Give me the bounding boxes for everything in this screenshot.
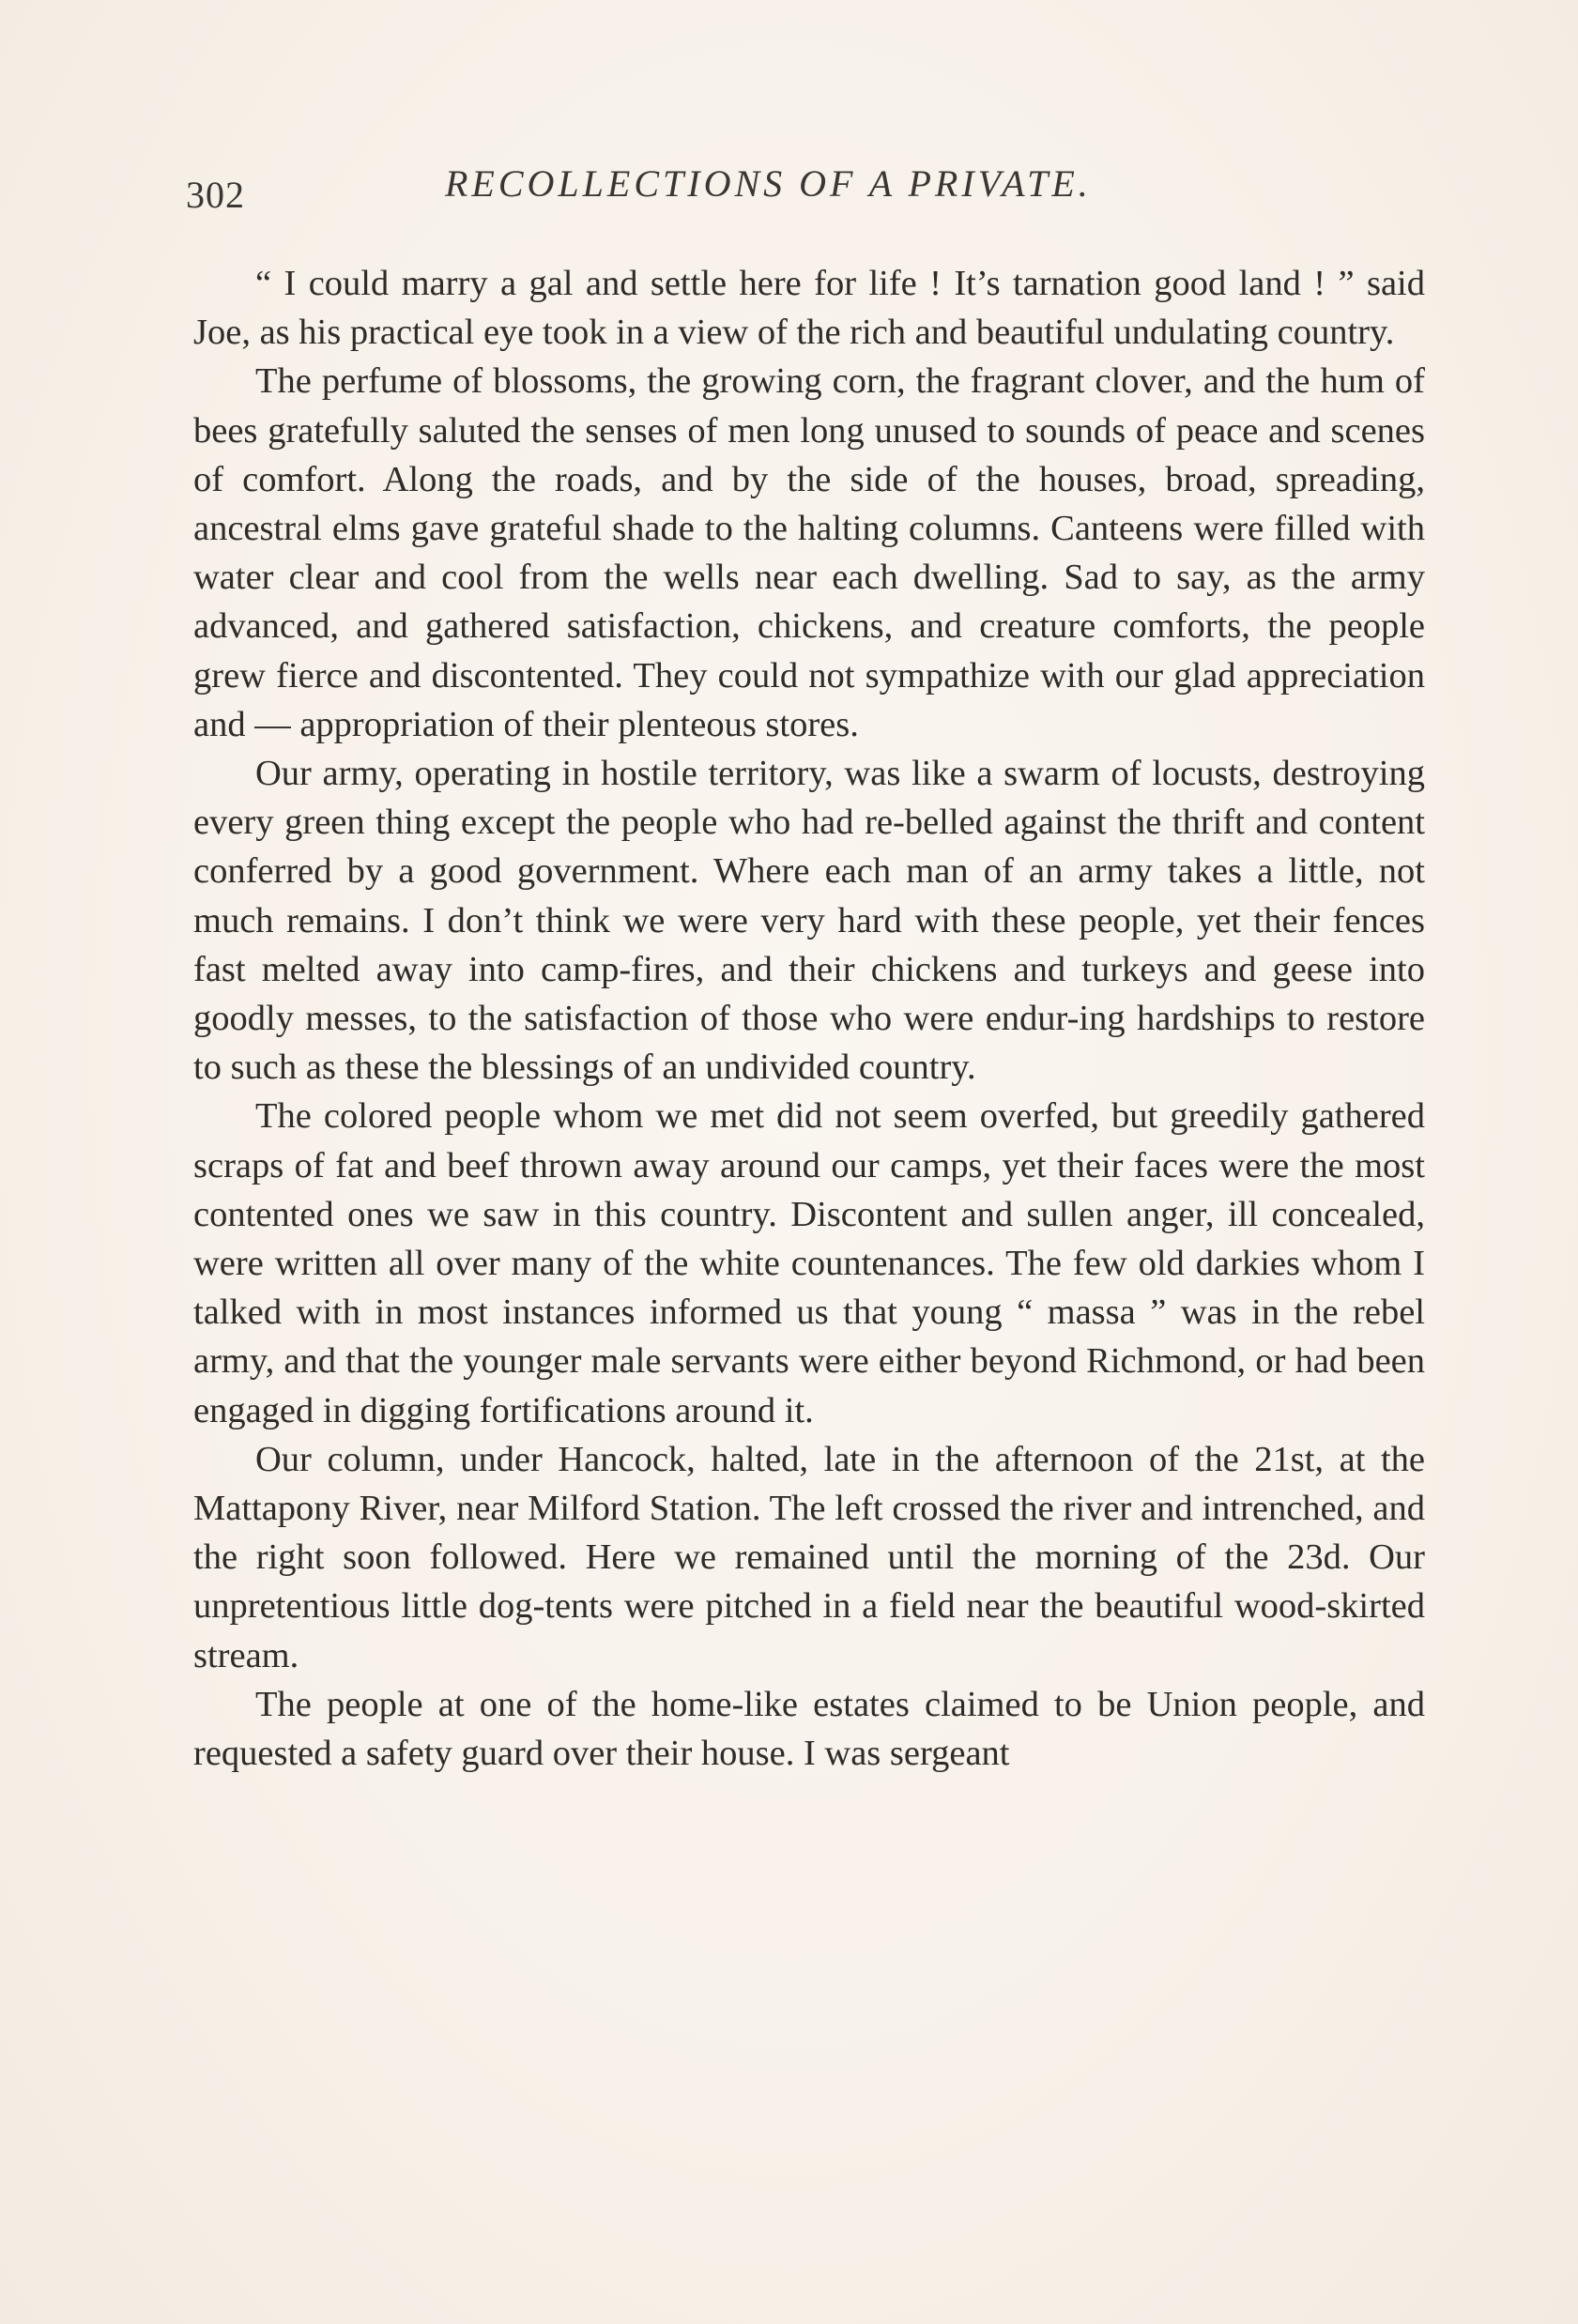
paragraph-safety-guard: The people at one of the home-like estates claimed to be Union people, and requested a safety guard over their house. I was sergeant <box>193 1684 1425 1774</box>
paragraph-joe-quote: “ I could marry a gal and settle here for life ! It’s tarnation good land ! ” said Joe, as his practical eye took in a view of the rich and beautiful undulating country. <box>193 264 1425 353</box>
running-head <box>186 161 1434 227</box>
page-number: 302 <box>186 174 245 216</box>
paragraph-colored-people: The colored people whom we met did not seem overfed, but greedily gathered scraps of fat and beef thrown away around our camps, yet their faces were the most contented ones we saw in this country. Discontent and sullen anger, ill concealed, were written all over many of the white countenances. The few old darkies whom I talked with in most instances informed us that young “ massa ” was in the rebel army, and that the younger male servants were either beyond Richmond, or had been engaged in digging fortifications around it. <box>193 1096 1425 1430</box>
paragraph-mattapony-river: Our column, under Hancock, halted, late in the afternoon of the 21st, at the Mattapony River, near Milford Station. The left crossed the river and intrenched, and the right soon followed. Here we remained until the morning of the 23d. Our unpretentious little dog-tents were pitched in a field near the beautiful wood-skirted stream. <box>193 1439 1425 1675</box>
paragraph-perfume-of-blossoms: The perfume of blossoms, the growing corn, the fragrant clover, and the hum of bees gratefully saluted the senses of men long unused to sounds of peace and scenes of comfort. Along the roads, and by the side of the houses, broad, spreading, ancestral elms gave grateful shade to the halting columns. Canteens were filled with water clear and cool from the wells near each dwelling. Sad to say, as the army advanced, and gathered satisfaction, chickens, and creature comforts, the people grew fierce and discontented. They could not sympathize with our glad appreciation and — appropriation of their plenteous stores. <box>193 361 1425 744</box>
running-title: RECOLLECTIONS OF A PRIVATE. <box>445 162 1092 205</box>
body-text <box>193 259 1425 1778</box>
paragraph-army-like-locusts: Our army, operating in hostile territory, was like a swarm of locusts, destroying every green thing except the people who had re-belled against the thrift and content conferred by a good government. Where each man of an army takes a little, not much remains. I don’t think we were very hard with these people, yet their fences fast melted away into camp-fires, and their chickens and turkeys and geese into goodly messes, to the satisfaction of those who were endur-ing hardships to restore to such as these the blessings of an undivided country. <box>193 754 1425 1088</box>
